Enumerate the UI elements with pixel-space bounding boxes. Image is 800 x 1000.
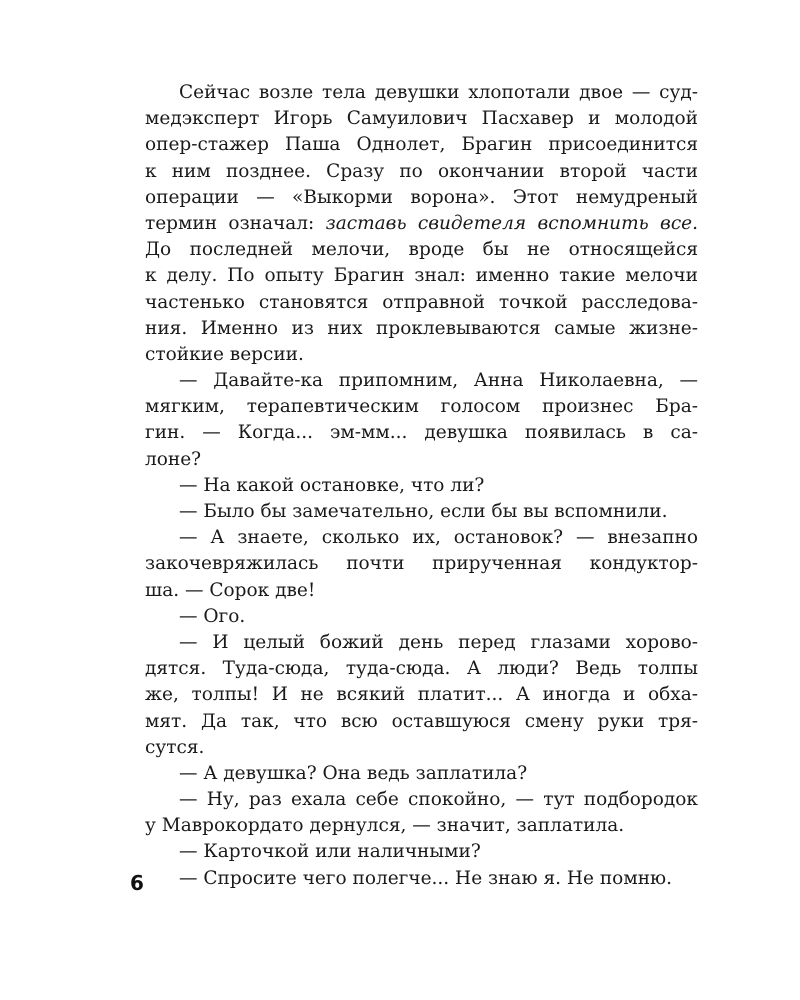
text-line <box>145 604 698 630</box>
body-text <box>145 80 698 892</box>
text-line-content: — На какой остановке, что ли? <box>179 474 485 496</box>
text-line-content: ния. Именно из них проклевываются самые жизне- <box>145 317 698 339</box>
text-line-content: стойкие версии. <box>145 343 304 365</box>
text-line-content: — Карточкой или наличными? <box>179 841 481 863</box>
text-line-content: термин означал: <box>145 212 326 234</box>
text-line-content: операции — «Выкорми ворона». Этот немудреный <box>145 186 698 208</box>
text-line <box>145 499 698 525</box>
text-line-content: — А знаете, сколько их, остановок? — внезапно <box>179 527 698 549</box>
text-line-content: — Спросите чего полегче... Не знаю я. Не помню. <box>179 867 673 889</box>
text-line <box>145 185 698 211</box>
text-line <box>145 159 698 185</box>
text-line-content: медэксперт Игорь Самуилович Пасхавер и молодой <box>145 108 698 130</box>
text-line <box>145 761 698 787</box>
text-line-content: к ним позднее. Сразу по окончании второй части <box>145 160 698 182</box>
text-line-content: — Ого. <box>179 605 246 627</box>
text-line-content: гин. — Когда... эм-мм... девушка появилась в са- <box>145 422 698 444</box>
text-line <box>145 447 698 473</box>
text-line-content: к делу. По опыту Брагин знал: именно такие мелочи <box>145 265 698 287</box>
text-line-content: дятся. Туда-сюда, туда-сюда. А люди? Ведь толпы <box>145 658 698 680</box>
text-line <box>145 787 698 813</box>
text-line-content: сутся. <box>145 736 205 758</box>
text-line <box>145 106 698 132</box>
text-line <box>145 682 698 708</box>
text-line-content: ша. — Сорок две! <box>145 579 316 601</box>
text-line <box>145 525 698 551</box>
text-line-content: опер-стажер Паша Однолет, Брагин присоединится <box>145 134 698 156</box>
italic-phrase: заставь свидетеля вспомнить все. <box>325 212 699 234</box>
text-line-content: частенько становятся отправной точкой расследова- <box>145 291 698 313</box>
text-line-content: — А девушка? Она ведь заплатила? <box>179 762 528 784</box>
text-line <box>145 211 698 237</box>
text-line <box>145 656 698 682</box>
text-line-content: — Ну, раз ехала себе спокойно, — тут подбородок <box>179 789 698 811</box>
text-line <box>145 473 698 499</box>
text-line-content: же, толпы! И не всякий платит... А иногда и обха- <box>145 684 698 706</box>
text-line <box>145 368 698 394</box>
text-line <box>145 866 698 892</box>
text-line <box>145 290 698 316</box>
text-line-content: — Давайте-ка припомним, Анна Николаевна, — <box>179 370 698 392</box>
text-line <box>145 735 698 761</box>
text-line <box>145 551 698 577</box>
text-line-content: Сейчас возле тела девушки хлопотали двое — суд- <box>179 82 698 103</box>
text-line-content: До последней мелочи, вроде бы не относящейся <box>145 239 698 261</box>
text-line-content: — Было бы замечательно, если бы вы вспомнили. <box>179 501 668 522</box>
text-line-content: мят. Да так, что всю оставшуюся смену руки тря- <box>145 710 698 732</box>
text-line <box>145 813 698 839</box>
text-line-content: мягким, терапевтическим голосом произнес Бра- <box>145 396 698 418</box>
text-line <box>145 316 698 342</box>
text-line <box>145 237 698 263</box>
text-line <box>145 342 698 368</box>
text-line <box>145 630 698 656</box>
text-line <box>145 132 698 158</box>
text-line-content: лоне? <box>145 448 202 470</box>
text-line <box>145 420 698 446</box>
text-line <box>145 578 698 604</box>
text-line <box>145 839 698 865</box>
text-line <box>145 80 698 106</box>
text-line <box>145 394 698 420</box>
page-number: 6 <box>130 871 144 895</box>
text-line-content: — И целый божий день перед глазами хорово- <box>179 631 698 653</box>
text-line <box>145 709 698 735</box>
text-line <box>145 263 698 289</box>
text-line-content: закочевряжилась почти прирученная кондуктор- <box>145 553 698 575</box>
text-line-content: у Маврокордато дернулся, — значит, заплатила. <box>145 815 625 837</box>
